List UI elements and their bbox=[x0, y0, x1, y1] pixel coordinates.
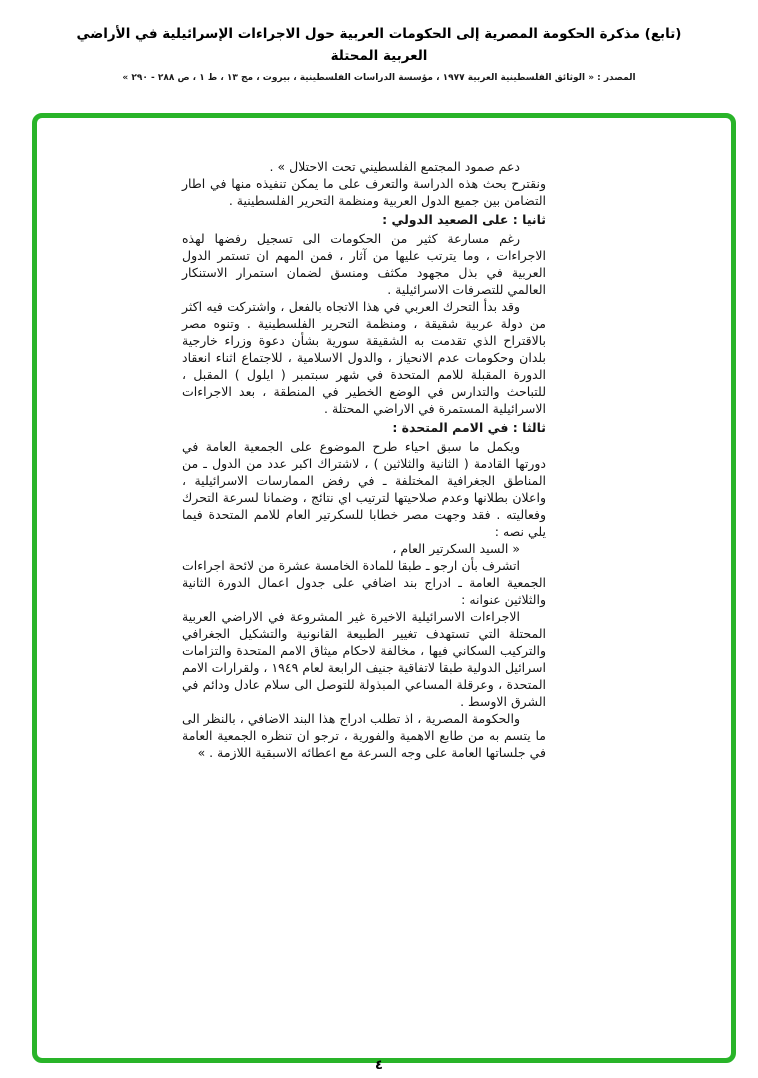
paragraph: ونقترح بحث هذه الدراسة والتعرف على ما يمكن تنفيذه منها في اطار التضامن بين جميع الدول العربية ومنظمة التحرير الفلسطينية . bbox=[182, 176, 546, 208]
paragraph: اتشرف بأن ارجو ـ طبقا للمادة الخامسة عشرة من لائحة اجراءات الجمعية العامة ـ ادراج بند اضافي على جدول اعمال الدورة الثانية والثلاثين عنوانه : bbox=[182, 558, 546, 607]
section-heading: ثالثا : في الامم المتحدة : bbox=[392, 420, 546, 435]
document-header bbox=[0, 24, 758, 83]
paragraph: « السيد السكرتير العام ، bbox=[392, 541, 520, 556]
section-heading: ثانيا : على الصعيد الدولي : bbox=[382, 212, 546, 227]
source-line: المصدر : « الوثائق الفلسطينية العربية ١٩٧٧ ، مؤسسة الدراسات الفلسطينية ، بيروت ، مج ١٣ ، ط ١ ، ص ٢٨٨ - ٢٩٠ » bbox=[122, 73, 636, 84]
document-title: (تابع) مذكرة الحكومة المصرية إلى الحكومات العربية حول الاجراءات الإسرائيلية في الأراضي العربية المحتلة bbox=[76, 26, 682, 64]
paragraph: وقد بدأ التحرك العربي في هذا الاتجاه بالفعل ، واشتركت فيه اكثر من دولة عربية شقيقة ، ومنظمة التحرير الفلسطينية . وتنوه مصر بالاقتراح الذي تقدمت به الشقيقة سورية بشأن دعوة وزراء خارجية بلدان وحكومات عدم الانحياز ، والدول الاسلامية ، للاجتماع اثناء انعقاد الدورة المقبلة للامم المتحدة في شهر سبتمبر ( ايلول ) المقبل ، للتباحث والتدارس في الوضع الخطير في المنطقة ، بعد الاجراءات الاسرائيلية المستمرة في الاراضي المحتلة . bbox=[182, 299, 546, 416]
page-number: ٤ bbox=[375, 1058, 383, 1073]
paragraph: والحكومة المصرية ، اذ تطلب ادراج هذا البند الاضافي ، بالنظر الى ما يتسم به من طابع الاهمية والفورية ، ترجو ان تنظره الجمعية العامة في جلساتها العامة على وجه السرعة مع اعطائه الاسبقية اللازمة . » bbox=[182, 711, 546, 760]
document-body bbox=[182, 158, 546, 761]
paragraph: ويكمل ما سبق احياء طرح الموضوع على الجمعية العامة في دورتها القادمة ( الثانية والثلاثين ) ، لاشتراك اكبر عدد من الدول ـ من المناطق الجغرافية المختلفة ـ في رفض الممارسات الاسرائيلية ، واعلان بطلانها وعدم صلاحيتها لترتيب اي نتائج ، وضمانا لسرعة التحرك وفعاليته . فقد وجهت مصر خطابا للسكرتير العام للامم المتحدة فيما يلي نصه : bbox=[182, 439, 546, 539]
paragraph: الاجراءات الاسرائيلية الاخيرة غير المشروعة في الاراضي العربية المحتلة التي تستهدف تغيير الطبيعة القانونية والتشكيل الجغرافي والتركيب السكاني فيها ، مخالفة لاحكام ميثاق الامم المتحدة والتزامات اسرائيل الدولية طبقا لاتفاقية جنيف الرابعة لعام ١٩٤٩ ، ولقرارات الامم المتحدة ، وعرقلة المساعي المبذولة للتوصل الى سلام عادل ودائم في الشرق الاوسط . bbox=[182, 609, 547, 709]
paragraph: رغم مسارعة كثير من الحكومات الى تسجيل رفضها لهذه الاجراءات ، وما يترتب عليها من آثار ، فمن المهم ان تستمر الدول العربية في بذل مجهود مكثف ومنسق لضمان استمرار الاستنكار العالمي للتصرفات الاسرائيلية . bbox=[182, 231, 546, 297]
paragraph: دعم صمود المجتمع الفلسطيني تحت الاحتلال » . bbox=[269, 159, 520, 174]
